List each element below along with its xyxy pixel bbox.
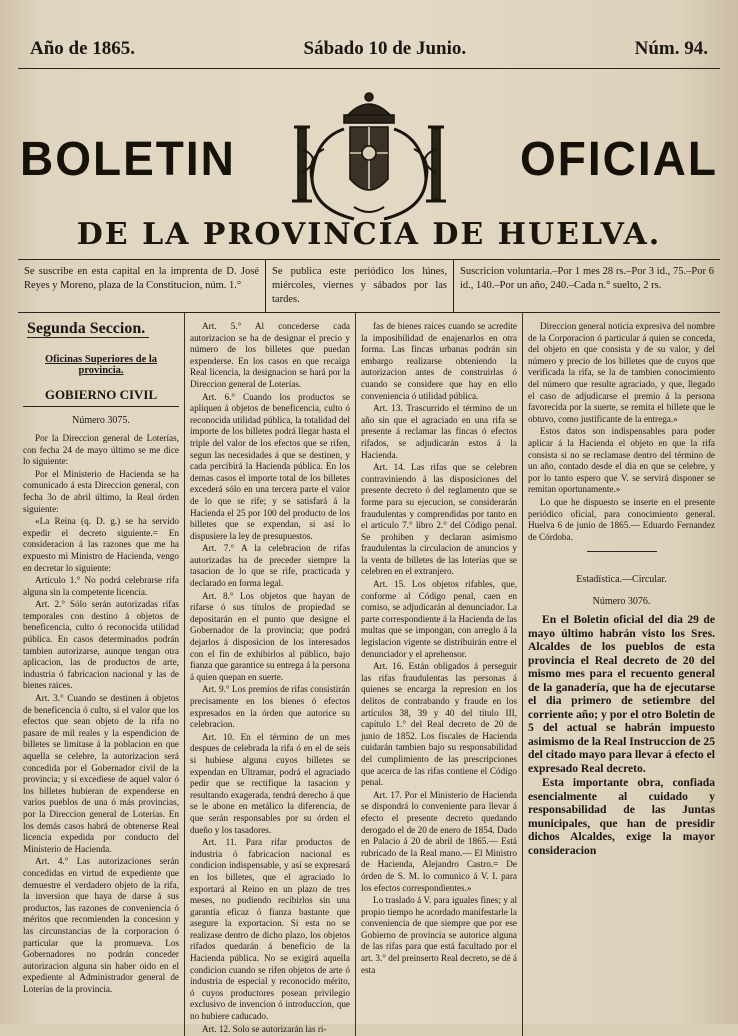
subscription-info-bar — [18, 259, 720, 313]
paragraph: fas de bienes raices cuando se acredite la imposibilidad de enajenarlos en otra forma. Las fincas urbanas podrán sin embargo realizarse obteniendo la autorizacion antes de construirlas ó cuando se considere que hay en ello conveniencia ó utilidad pública. — [361, 321, 517, 401]
paragraph-large: En el Boletin oficial del dia 29 de mayo último habrán visto los Sres. Alcaldes de los pueblos de esta provincia el Real decreto de 20 del mismo mes para el recuento general de la ganadería, que ha de ejecutarse el dia primero de setiembre del corriente año; y por el otro Boletin de 5 del actual se habrán impuesto asimismo de la Real Instruccion de 25 del citado mayo para llevar á efecto el expresado Real decreto. — [528, 613, 715, 775]
paragraph: Art. 17. Por el Ministerio de Hacienda se dispondrá lo conveniente para llevar á efecto el presente decreto quedando derogado el de 20 de enero de 1854. Dado en Palacio á 20 de abril de 1865.— Está rubricado de la Real mano.— El Ministro de Hacienda, Alejandro Castro.= De órden de S. M. lo comunico á V. I. para los efectos correspondientes.» — [361, 789, 517, 893]
paragraph: Lo traslado á V. para iguales fines; y al propio tiempo he acordado manifestarle la conveniencia de que siempre que por ese Gobierno de provincia se autorice alguna de las rifas para que está facultado por el art. 3.° del preinserto Real decreto, se dé á esta — [361, 895, 517, 975]
paragraph: Direccion general noticia expresiva del nombre de la Corporacion ó particular á quien se conceda, del objeto en que consista y de su valor, y del número y precio de los billetes que de cuyos que verificada la rifa, se la de tambien conocimiento del número que resulte agraciado, y que, llegado el caso de adjudicarse el premio á la persona favorecida por la suerte, se remita el billete que le obtuvo, como justificante de la entrega.» — [528, 321, 715, 424]
paragraph: Lo que he dispuesto se inserte en el presente periódico oficial, para conocimiento general. Huelva 6 de junio de 1865.— Eduardo Fernandez de Córdoba. — [528, 496, 715, 542]
info-publication: Se publica este periódico los lúnes, miércoles, viernes y sábados por las tardes. — [265, 260, 453, 312]
title-boletin: BOLETIN — [20, 130, 236, 186]
masthead-subtitle: DE LA PROVINCIA DE HUELVA. — [76, 217, 662, 252]
paragraph: Art. 9.° Los premios de rifas consistirán precisamente en los bienes ó efectos expresados en la órden que autorice su celebracion. — [190, 684, 350, 730]
paragraph: Art. 8.° Los objetos que hayan de rifarse ó sus títulos de propiedad se depositarán en el punto que designe el Gobernador de la provincia; que podrá dejarlos á disposicion de los interesados con el fin de exhibirlos al público, bajo fianza que garantice su entrega á la persona á quien quepan en suerte. — [190, 590, 350, 682]
dateline — [16, 0, 722, 60]
paragraph: Art. 6.° Cuando los productos se apliquen á objetos de beneficencia, culto ó reconocida utilidad pública, la totalidad del importe de los billetes podrá llegar hasta el triple del valor de los efectos que se rifen, segun las necesidades á que se destinen, y cada percibirá la Hacienda pública. En los demas casos el importe total de los billetes excederá sólo en una tercera parte el valor de lo que se rife; y se satisfará á la Hacienda el 25 por 100 del producto de los billetes que se expendan, si así lo dispusiere la ley de presupuestos. — [190, 391, 350, 541]
paragraph: Artículo 1.° No podrá celebrarse rifa alguna sin la competente licencia. — [23, 575, 179, 597]
paragraph: Art. 16. Están obligados á perseguir las rifas fraudulentas las personas á quienes se encarga la represion en los delitos de contrabando y fraude en los artículos 38, 39 y 40 del título III, capítulo 1.° del Real decreto de 20 de junio de 1852. Los fiscales de Hacienda cuidarán tambien bajo su responsabilidad del cumplimiento de las prescripciones que acerca de las rifas contiene el Código penal. — [361, 661, 517, 788]
paragraph: Estos datos son indispensables para poder aplicar á la Hacienda el objeto en que la rifa consista si no se reclamase dentro del término de un año, contado desde el dia en que se celebre, y por lo tanto espero que V. se servirá disponer se remitan oportunamente.» — [528, 426, 715, 495]
column-4 — [522, 313, 720, 1036]
paragraph: Art. 4.° Las autorizaciones serán concedidas en virtud de expediente que demuestre el verdadero objeto de la rifa, la inversion que haya de darse á sus productos, las razones de conveniencia ó méritos que recomienden la concesion y las circunstancias de la corporacion ó particular que la promueva. Los Gobernadores no podrán conceder autorizacion alguna sin haber oido en el expediente al Administrador general de Loterías de la provincia. — [23, 856, 179, 994]
issue-number: Núm. 94. — [634, 38, 708, 59]
divider — [587, 551, 657, 552]
paragraph: Por el Ministerio de Hacienda se ha comunicado á esta Direccion general, con fecha 3o de abril último, la Real órden siguiente: — [23, 468, 179, 514]
paragraph: Art. 11. Para rifar productos de industria ó fabricacion nacional es condicion indispensable, y así se expresará en los billetes, que el agraciado lo exportará al Reino en un plazo de tres meses, no pudiendo recibirlos sin una garantía eficaz ó fianza bastante que asegure la exportacion. Si esta no se realizase dentro de dicho plazo, los objetos rifados quedarán á beneficio de la Hacienda pública. No se exigirá aquella condicion cuando se rifen objetos de arte ó industria de especial y reconocido mérito, ó cuyos productores posean privilegio exclusivo de invencion ó introduccion, que no hubiere caducado. — [190, 837, 350, 1022]
gobierno-civil-heading: GOBIERNO CIVIL — [23, 389, 179, 408]
paragraph: Art. 12. Solo se autorizarán las ri- — [202, 1023, 327, 1034]
section-title: Segunda Seccion. — [27, 323, 149, 338]
office-heading: Oficinas Superiores de la provincia. — [44, 353, 158, 377]
paragraph: Art. 3.° Cuando se destinen á objetos de beneficencia ó culto, si el valor que los efectos que sean objeto de la rifa no pasare de mil reales y la espendicion de billetes se limitase á la poblacion en que aquella se celebre, la autorizacion será concedida por el Gobernador civil de la provincia; y si excediese de aquel valor ó los billetes hubieran de expenderse en varios pueblos de una ó más provincias, por la Direccion general de Loterías. En los demás casos habrá de obtenerse Real licencia expedida por conducto del Ministerio de Hacienda. — [23, 693, 179, 854]
column-2 — [184, 313, 355, 1036]
column-1 — [18, 313, 184, 1036]
masthead — [16, 69, 722, 259]
document-number: Número 3076. — [592, 595, 651, 607]
paragraph: Por la Direccion general de Loterías, con fecha 24 de mayo último se me dice lo siguiente: — [23, 432, 179, 467]
paragraph: Art. 5.° Al concederse cada autorizacion se ha de designar el precio y número de los billetes que puedan expenderse. En los casos en que recaiga Real licencia, la designacion se hará por la Direccion general de Loterías. — [190, 321, 350, 389]
paragraph: «La Reina (q. D. g.) se ha servido expedir el decreto siguiente.= En consideracion á las razones que me ha expuesto mi Ministro de Hacienda, vengo en decretar lo siguiente: — [23, 516, 179, 573]
info-prices: Suscricion voluntaria.–Por 1 mes 28 rs.–Por 3 id., 75.–Por 6 id., 140.–Por un año, 240.–Cada n.° suelto, 2 rs. — [453, 260, 720, 312]
estadistica-heading: Estadística.—Circular. — [576, 574, 667, 586]
article-columns — [18, 313, 720, 1034]
year-label: Año de 1865. — [30, 38, 136, 59]
paragraph-large: Esta importante obra, confiada esencialmente al cuidado y responsabilidad de las Juntas municipales, que han de presidir dichos Alcaldes, exige la mayor consideracion — [528, 776, 715, 857]
paragraph: Art. 13. Trascurrido el término de un año sin que el agraciado en una rifa se presente á reclamar las fincas ó efectos rifados, se adjudicarán estos á la Hacienda. — [361, 403, 517, 460]
paragraph: Art. 7.° A la celebracion de rifas autorizadas ha de preceder siempre la tasacion de lo que se rife, practicada y declarado en forma legal. — [190, 543, 350, 589]
document-number: Número 3075. — [72, 415, 130, 427]
column-3 — [355, 313, 522, 1036]
date-label: Sábado 10 de Junio. — [303, 38, 467, 59]
title-oficial: OFICIAL — [520, 130, 718, 186]
paragraph: Art. 14. Las rifas que se celebren contraviniendo á las disposiciones del presente decreto ó del reglamento que se forme para su ejecucion, se considerarán fraudulentas y comprendidas por tanto en el artículo 7.° libro 2.° del Código penal. Se prohiben y declaran asimismo fraudulentas la circulacion de anuncios y la venta de billetes de las loterías que se celebren en el extranjero. — [361, 462, 517, 577]
paragraph: Art. 2.° Sólo serán autorizadas rifas temporales con destino á objetos de beneficencia, culto ó reconocida utilidad pública. En casos determinados podrán tambien autorizarse, aunque tengan otra aplicacion, las de productos de arte, industria ó fabricacion nacional y las de bienes raices. — [23, 599, 179, 691]
paragraph: Art. 10. En el término de un mes despues de celebrada la rifa ó en el de seis si hubiese alguna cuyos billetes se expendan en Ultramar, podrá el agraciado pedir que se rectifique la tasacion y resultando exagerada, tendrá derecho á que se le abone en metálico la diferencia, de que serán responsables por su órden el dueño y los tasadores. — [190, 731, 350, 835]
info-subscribe: Se suscribe en esta capital en la imprenta de D. José Reyes y Moreno, plaza de la Constitucion, núm. 1.° — [24, 266, 259, 291]
paragraph: Art. 15. Los objetos rifables, que, conforme al Código penal, caen en comiso, se adjudicarán al denunciador. La parte correspondiente á la Hacienda de las multas que se impongan, con arreglo á la legislacion vigente se distribuirán entre el denunciador y el aprehensor. — [361, 579, 517, 659]
